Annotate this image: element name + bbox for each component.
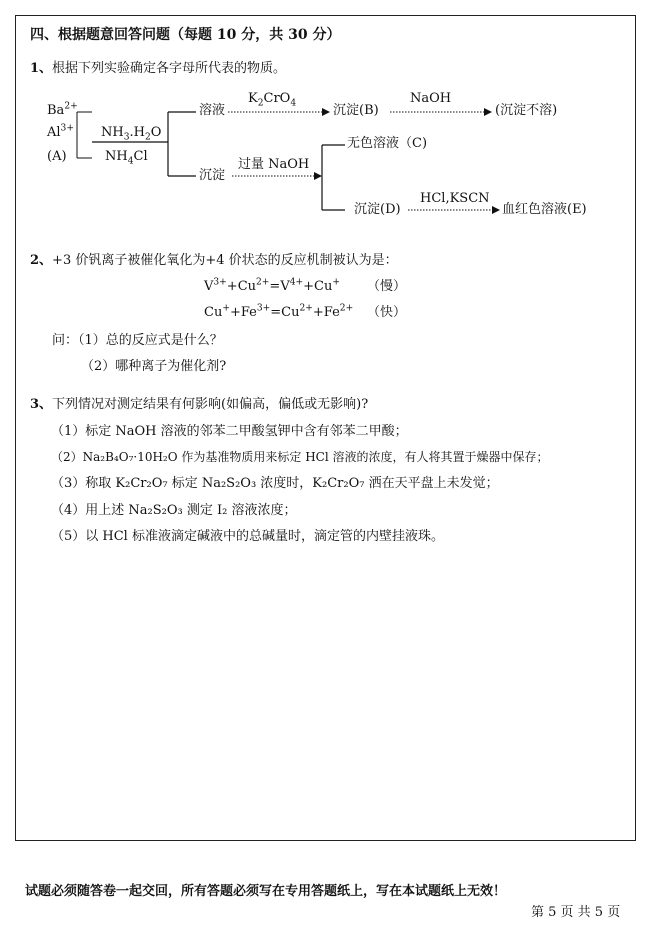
q1-flow-diagram	[0, 0, 652, 260]
q2-equation-2: $Cu^++Fe^{3+}=Cu^{2+}+Fe^{2+}$	[204, 303, 354, 320]
label-a: (A)	[47, 149, 67, 164]
q2-rate-fast: （快）	[367, 305, 407, 320]
ion-al: $Al^{3+}$	[47, 123, 74, 140]
label-insoluble: (沉淀不溶)	[495, 103, 558, 118]
ion-ba: $Ba^{2+}$	[47, 101, 78, 118]
reagent-nh4cl: $NH_4Cl$	[105, 149, 148, 167]
label-d: 沉淀(D)	[354, 202, 401, 217]
label-e: 血红色溶液(E)	[502, 202, 587, 217]
reagent-excess-naoh: 过量 NaOH	[238, 157, 310, 172]
arrow-head-2	[484, 108, 492, 116]
q3-item-5: （5）以 HCl 标准液滴定碱液中的总碱量时，滴定管的内壁挂液珠。	[51, 529, 444, 544]
q3-item-1: （1）标定 NaOH 溶液的邻苯二甲酸氢钾中含有邻苯二甲酸；	[51, 424, 408, 439]
q2-rate-slow: （慢）	[367, 279, 407, 294]
label-b: 沉淀(B)	[333, 103, 379, 118]
label-solution: 溶液	[199, 103, 226, 118]
arrow-head-4	[492, 206, 500, 214]
reagent-naoh: NaOH	[410, 91, 452, 106]
q2-number: 2、	[30, 253, 53, 268]
q3-text: 3、下列情况对测定结果有何影响(如偏高，偏低或无影响)?	[30, 397, 369, 412]
q3-item-4: （4）用上述 Na₂S₂O₃ 测定 I₂ 溶液浓度；	[51, 503, 297, 518]
q3-item-3: （3）称取 K₂Cr₂O₇ 标定 Na₂S₂O₃ 浓度时，K₂Cr₂O₇ 洒在天平盘上未发觉；	[51, 476, 499, 491]
q2-text: 2、+3 价钒离子被催化氧化为+4 价状态的反应机制被认为是：	[30, 253, 398, 268]
q3-number: 3、	[30, 397, 53, 412]
arrow-head-1	[322, 108, 330, 116]
reagent-hcl-kscn: HCl,KSCN	[420, 191, 490, 206]
reagent-k2cro4: $K_2CrO_4$	[248, 91, 297, 109]
label-c: 无色溶液（C)	[347, 136, 428, 151]
reagent-nh3h2o: $NH_3.H_2O$	[101, 125, 162, 143]
q1-prompt: 根据下列实验确定各字母所代表的物质。	[52, 61, 287, 76]
q2-ask-1: 问：（1）总的反应式是什么？	[52, 333, 223, 348]
q3-item-2: （2）Na₂B₄O₇·10H₂O 作为基准物质用来标定 HCl 溶液的浓度，有人将其置于燥器中保存；	[51, 450, 549, 464]
footer-notice: 试题必须随答卷一起交回，所有答题必须写在专用答题纸上，写在本试题纸上无效！	[25, 884, 507, 899]
q2-equation-1: $V^{3+}+Cu^{2+}=V^{4+}+Cu^+$	[204, 277, 340, 294]
section-title: 四、根据题意回答问题（每题 10 分，共 30 分）	[30, 27, 341, 43]
q1-number: 1、	[30, 61, 53, 76]
label-precipitate: 沉淀	[199, 168, 226, 183]
q2-ask-2: （2）哪种离子为催化剂?	[81, 359, 227, 374]
arrow-head-3	[314, 172, 322, 180]
page-number: 第 5 页 共 5 页	[531, 905, 621, 920]
